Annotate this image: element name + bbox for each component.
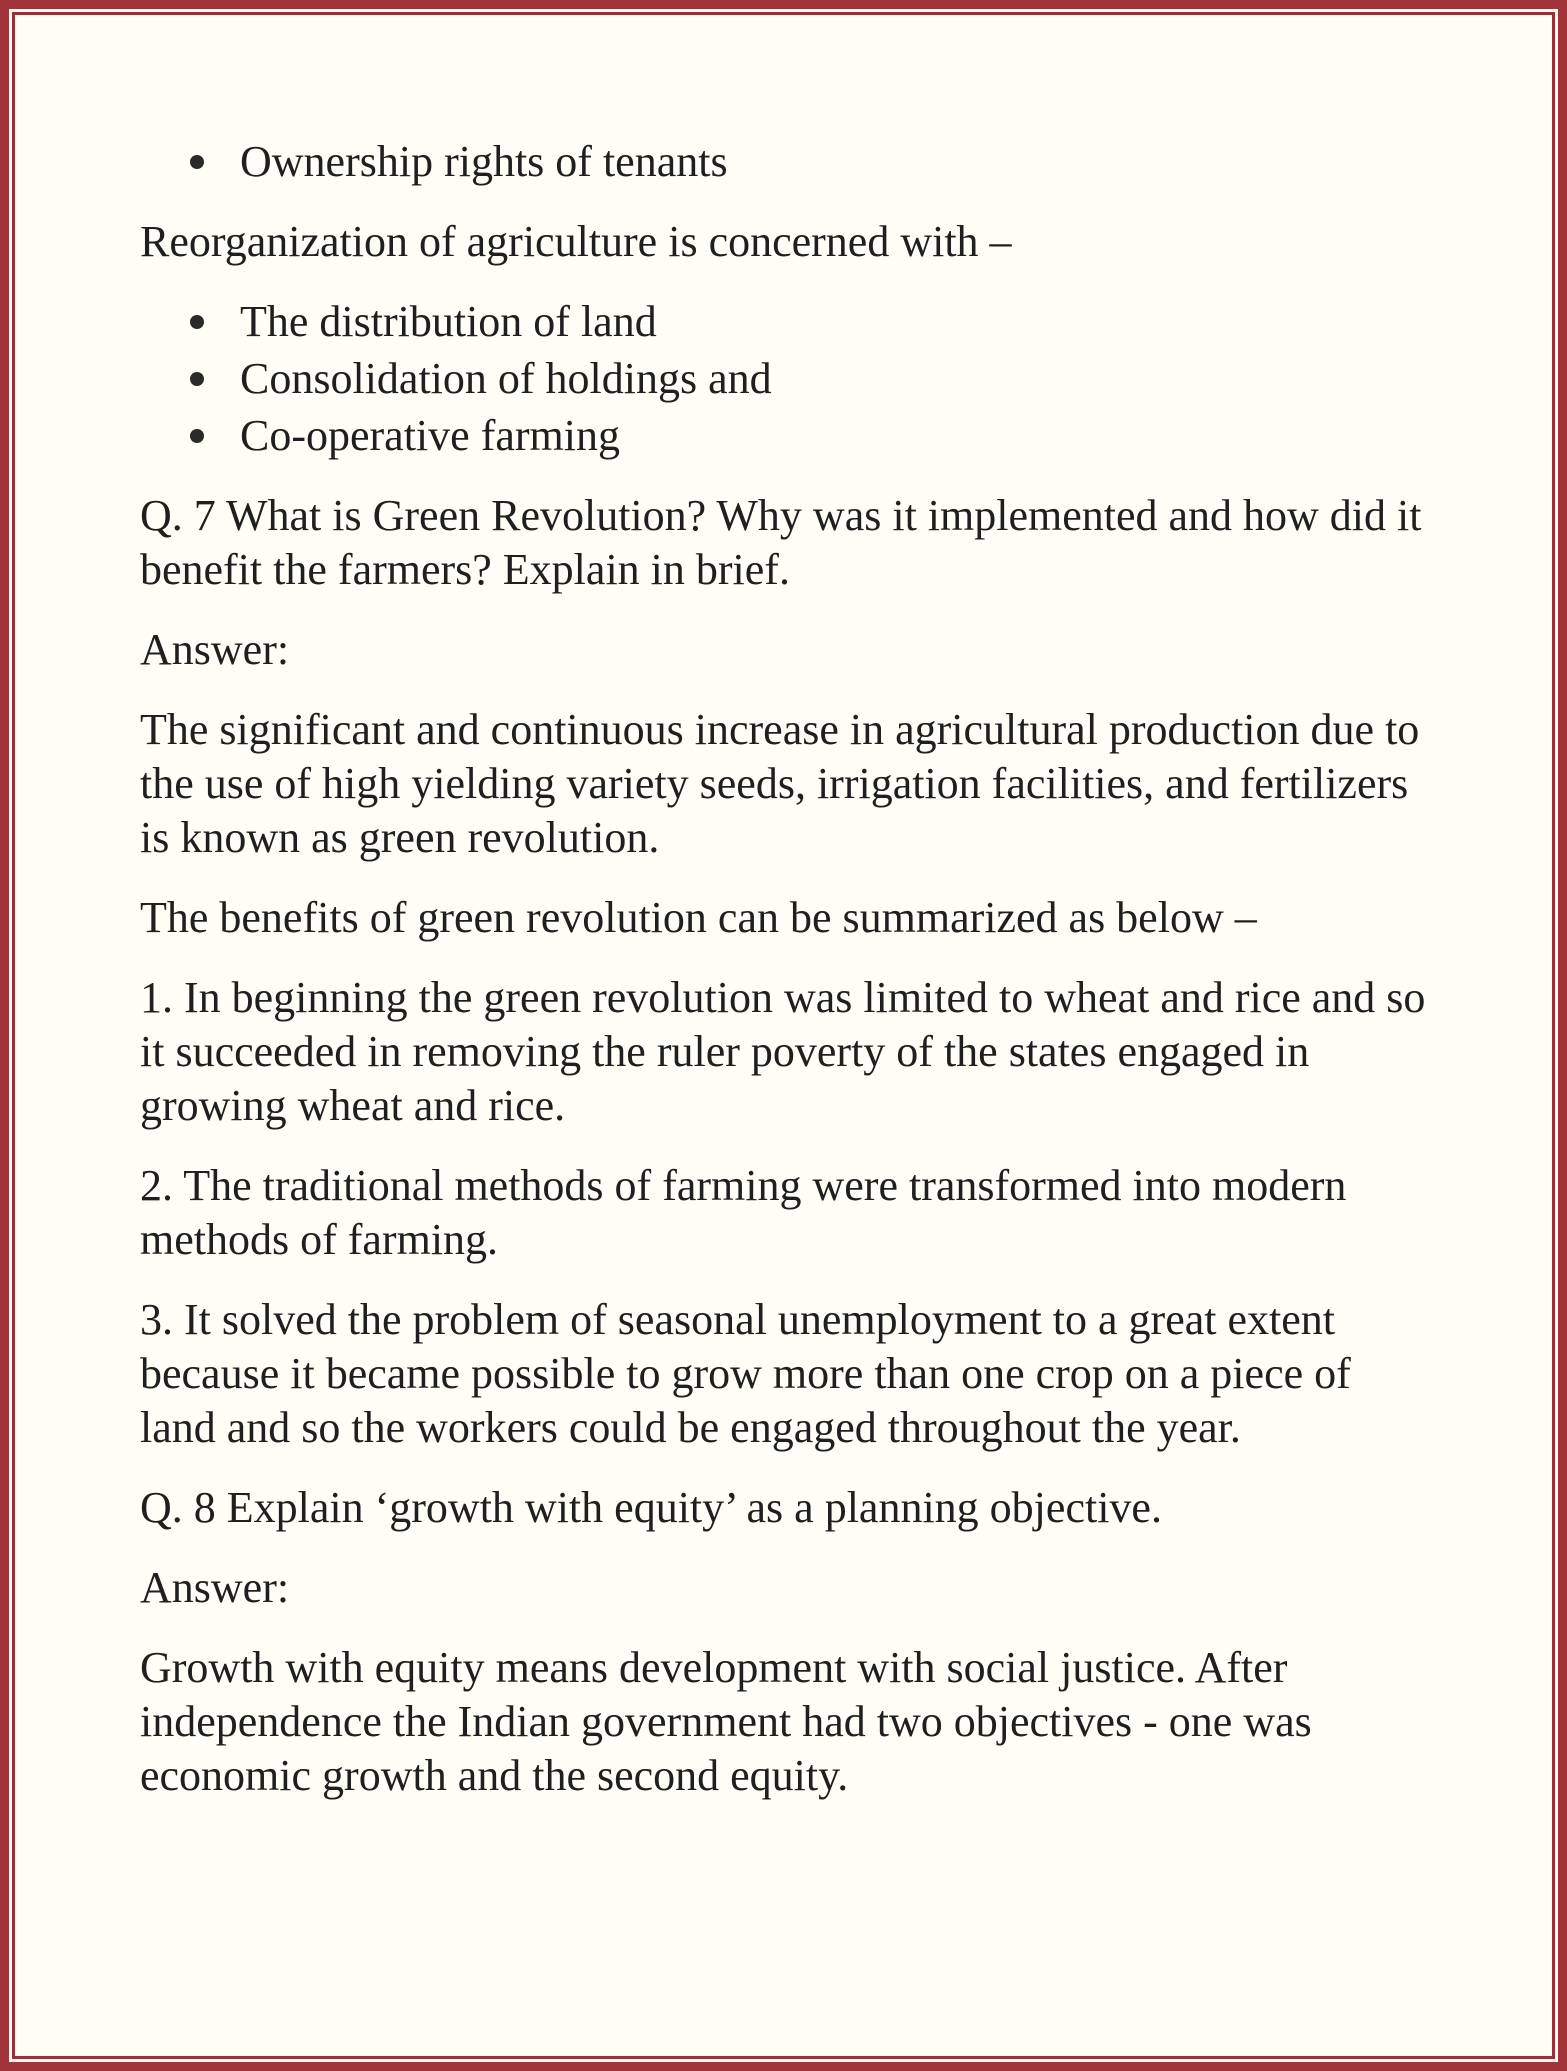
question-8: Q. 8 Explain ‘growth with equity’ as a planning objective. bbox=[140, 1483, 1162, 1532]
answer-label-7: Answer: bbox=[140, 625, 290, 674]
bullet-item-ownership-rights: Ownership rights of tenants bbox=[140, 135, 1432, 189]
bullet-item-cooperative-farming: Co-operative farming bbox=[140, 409, 1432, 463]
answer-7-paragraph-2: The benefits of green revolution can be summarized as below – bbox=[140, 893, 1257, 942]
answer-7-point-2: 2. The traditional methods of farming were transformed into modern methods of farming. bbox=[140, 1161, 1347, 1264]
answer-8-paragraph-1: Growth with equity means development with social justice. After independence the Indian government had two objectives - one was economic growth and the second equity. bbox=[140, 1643, 1312, 1800]
answer-7-point-1: 1. In beginning the green revolution was limited to wheat and rice and so it succeeded in removing the ruler poverty of the states engaged in growing wheat and rice. bbox=[140, 973, 1426, 1130]
answer-label-8: Answer: bbox=[140, 1563, 290, 1612]
answer-7-point-3: 3. It solved the problem of seasonal unemployment to a great extent because it became possible to grow more than one crop on a piece of land and so the workers could be engaged throughout the year. bbox=[140, 1295, 1351, 1452]
bullet-item-distribution-of-land: The distribution of land bbox=[140, 295, 1432, 349]
question-7: Q. 7 What is Green Revolution? Why was it implemented and how did it benefit the farmers? Explain in brief. bbox=[140, 491, 1422, 594]
bullet-list-tenants bbox=[140, 135, 1432, 189]
answer-7-paragraph-1: The significant and continuous increase in agricultural production due to the use of high yielding variety seeds, irrigation facilities, and fertilizers is known as green revolution. bbox=[140, 705, 1420, 862]
bullet-item-consolidation-of-holdings: Consolidation of holdings and bbox=[140, 352, 1432, 406]
document-content bbox=[140, 135, 1432, 1829]
bullet-list-reorganization bbox=[140, 295, 1432, 463]
paragraph-reorganization: Reorganization of agriculture is concerned with – bbox=[140, 217, 1012, 266]
